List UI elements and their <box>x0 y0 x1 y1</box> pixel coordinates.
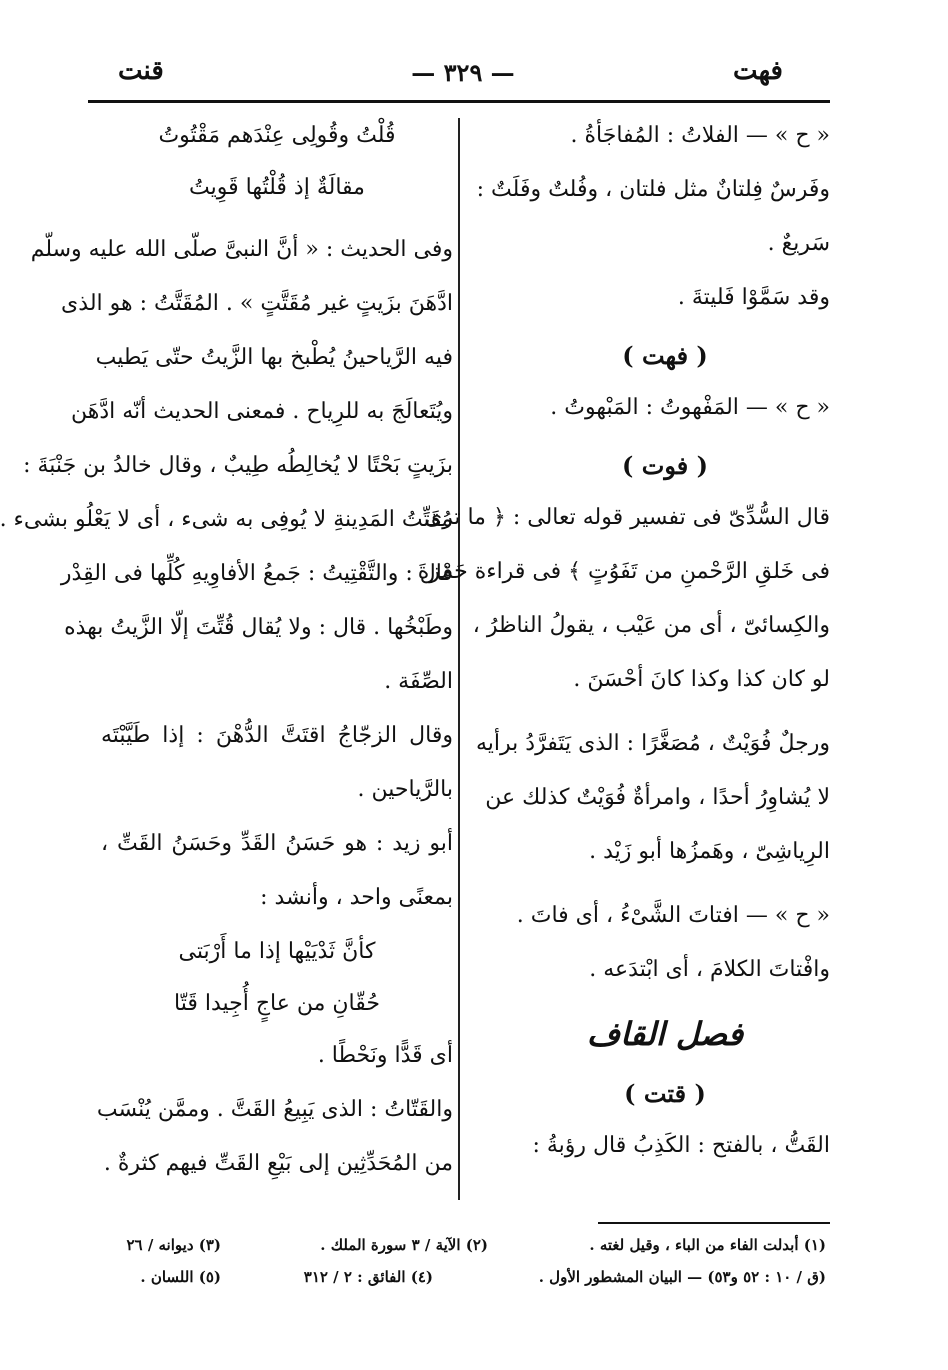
text-line: وقد سَمَّوْا فَليتةَ . <box>677 285 830 310</box>
footnote: (ق / ١٠ : ٥٢ و٥٣) — البيان المشطور الأول . <box>538 1268 826 1286</box>
header-rule <box>88 100 830 103</box>
text-line: ويُتَعالَجَ به للرِياح . فمعنى الحديث أنّه ادَّهَن <box>70 399 453 424</box>
text-line: وافْتاتَ الكلامَ ، أى ابْتدَعه . <box>589 957 830 982</box>
text-line: الرِياشِىّ ، وهَمزُها أبو زَيْد . <box>589 839 830 864</box>
entry-heading: ( فوت ) <box>622 451 708 480</box>
text-line: ورجلٌ فُوَيْتٌ ، مُصَغَّرًا : الذى يَتَفرَّدُ برأيه <box>475 731 830 756</box>
text-line: ادَّهَنَ بزَيتٍ غير مُقَتَّتٍ » . المُقَتَّتُ : هو الذى <box>61 291 453 316</box>
section-heading: فصل القاف <box>586 1015 744 1053</box>
footnote: (١) أبدلت الفاء من الباء ، وقيل لغته . <box>589 1236 826 1254</box>
page-header <box>98 56 828 96</box>
verse-line: حُقّانِ من عاجٍ أُجِيدا قَتّا <box>174 991 380 1016</box>
text-line: لو كان كذا وكذا كانَ أحْسَنَ . <box>573 667 830 692</box>
header-right-word: فهت <box>733 56 783 86</box>
footnote: (٥) اللسان . <box>140 1268 221 1286</box>
footnote: (٤) الفائق : ٢ / ٣١٢ <box>303 1268 433 1286</box>
page-number: — ٣٢٩ — <box>411 58 515 87</box>
verse-line: مقالَةٌ إذ قُلْتُها قَوِيتُ <box>189 175 365 200</box>
text-line: بالرَّياحين . <box>357 777 453 802</box>
text-line: والكِسائىّ ، أى من عَيْب ، يقولُ الناظرُ ، <box>472 613 830 638</box>
footnote: (٣) ديوانه / ٢٦ <box>126 1236 221 1254</box>
text-line: فى خَلقِ الرَّحْمنِ من تَفَوُتٍ ﴾ فى قراءة حَمْزةَ <box>417 559 830 584</box>
text-line: من المُحَدِّثِين إلى بَيْعِ القَتِّ فيهم كثرةٌ . <box>103 1151 453 1176</box>
verse-line: قُلْتُ وقُولِى عِنْدَهم مَقْتُوتُ <box>158 123 396 148</box>
text-line: وطَبْخُها . قال : ولا يُقال قُتِّتَ إلّا الزَّيتُ بهذه <box>64 615 453 640</box>
text-line: قال السُّدِّىّ فى تفسير قوله تعالى : ﴿ ما ترى <box>425 505 830 530</box>
text-line: والقَتّاتُ : الذى يَبِيعُ القَتَّ . وممَّن يُنْسَب <box>96 1097 453 1122</box>
footnote: (٢) الآية / ٣ سورة الملك . <box>320 1236 488 1254</box>
text-line: « ح » — افتاتَ الشَّىْءُ ، أى فاتَ . <box>516 903 830 928</box>
text-line: القَتُّ ، بالفتح : الكَذِبُ قال رؤبةُ : <box>532 1133 830 1158</box>
text-line: وفى الحديث : « أنَّ النبىَّ صلّى الله عليه وسلّم <box>30 237 453 262</box>
text-line: سَريعٌ . <box>767 231 830 256</box>
entry-heading: ( قتت ) <box>624 1079 706 1108</box>
header-left-word: قنت <box>118 56 164 86</box>
text-line: أبو زيد : هو حَسَنُ القَدِّ وحَسَنُ القَتِّ ، <box>101 831 453 856</box>
text-line: وفَرسٌ فِلتانٌ مثل فلتان ، وفُلتٌ وفَلَتٌ : <box>476 177 830 202</box>
footnote-rule <box>598 1222 830 1224</box>
text-line: بزَيتٍ بَحْتًا لا يُخالِطُه طِيبٌ ، وقال خالدُ بن جَنْبَةَ : <box>23 453 453 478</box>
text-line: « ح » — الفلاتُ : المُفاجَأةُ . <box>570 123 830 148</box>
entry-heading: ( فهت ) <box>622 341 708 370</box>
text-line: قال : والتَّقْتِيتُ : جَمعُ الأفاوِيهِ كُلِّها فى القِدْر <box>60 561 453 586</box>
text-line: مُقَتِّتُ المَدِينةِ لا يُوفِى به شىء ، أى لا يَعْلُو بشىء . <box>0 507 453 532</box>
text-line: « ح » — المَفْهوتُ : المَبْهوتُ . <box>550 395 830 420</box>
text-line: الصِّفَة . <box>384 669 453 694</box>
column-divider <box>458 118 460 1200</box>
text-line: أى قَدًّا ونَحْطًا . <box>317 1043 453 1068</box>
text-line: لا يُشاوِرُ أحدًا ، وامرأةٌ فُوَيْتٌ كذلك عن <box>485 785 830 810</box>
verse-line: كأنَّ ثَدْيَيْها إذا ما أَرْبَتى <box>178 939 376 964</box>
text-line: وقال الزجّاجُ اقتَتَّ الدُّهْنَ : إذا طَيَّبْتَه <box>101 723 453 748</box>
text-line: فيه الرَّياحينُ يُطْبخ بها الزَّيتُ حتّى يَطيب <box>95 345 453 370</box>
left-column <box>0 118 453 1200</box>
text-line: بمعنًى واحد ، وأنشد : <box>260 885 453 910</box>
